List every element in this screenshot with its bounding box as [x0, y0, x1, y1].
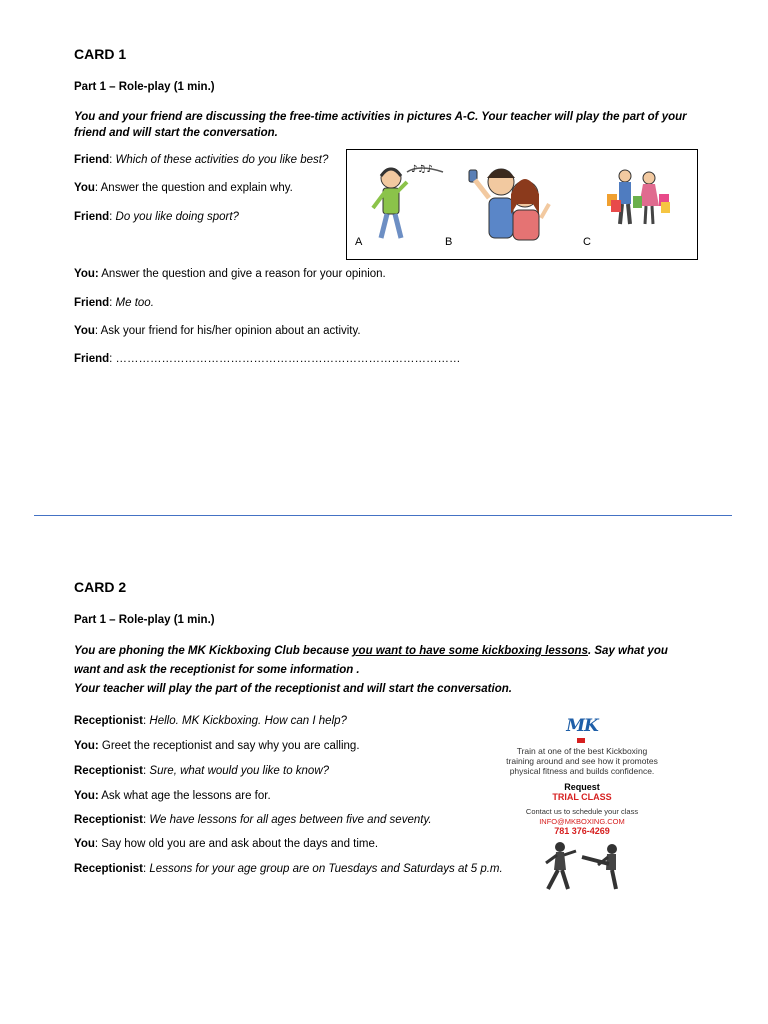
dialogue-line	[74, 325, 361, 337]
speaker-separator: :	[143, 715, 150, 727]
dialogue-text: Sure, what would you like to know?	[149, 765, 330, 777]
flyer-request: Request	[564, 782, 600, 792]
speaker-label: You:	[74, 790, 99, 802]
card1-part-heading: Part 1 – Role-play (1 min.)	[74, 81, 215, 93]
card2-instructions-start: You are phoning the MK Kickboxing Club because	[74, 645, 353, 657]
shopping-couple-icon	[603, 166, 673, 236]
dialogue-text: Answer the question and explain why.	[100, 182, 293, 194]
pictures-box	[346, 149, 698, 260]
dialogue-text: Do you like doing sport?	[115, 211, 239, 223]
kickboxing-flyer	[502, 716, 662, 896]
dialogue-text: Which of these activities do you like best?	[115, 154, 329, 166]
dialogue-text: Lessons for your age group are on Tuesdays and Saturdays at 5 p.m.	[149, 863, 503, 875]
dialogue-text: Me too.	[115, 297, 154, 309]
dialogue-text: Greet the receptionist and say why you are calling.	[101, 740, 360, 752]
mk-logo	[562, 716, 602, 742]
dialogue-line	[74, 154, 328, 166]
speaker-label: Receptionist	[74, 814, 144, 826]
speaker-label: You	[74, 182, 95, 194]
svg-text:♪♫♪: ♪♫♪	[411, 164, 433, 175]
dialogue-line	[74, 211, 239, 223]
speaker-label: Friend	[74, 211, 110, 223]
card2-part-heading: Part 1 – Role-play (1 min.)	[74, 614, 215, 626]
picture-c-label: C	[583, 236, 591, 248]
flyer-tagline: Train at one of the best Kickboxing training around and see how it promotes physical fitness and builds confidence.	[506, 746, 658, 776]
card2-instructions	[74, 642, 694, 699]
speaker-label: Receptionist	[74, 863, 144, 875]
speaker-separator: :	[143, 863, 150, 875]
kickboxers-icon	[532, 839, 632, 891]
speaker-label: Receptionist	[74, 765, 144, 777]
dialogue-line	[74, 765, 329, 777]
picture-b-label: B	[445, 236, 453, 248]
speaker-separator: :	[94, 325, 101, 337]
dialogue-line	[74, 715, 347, 727]
speaker-label: You:	[74, 740, 99, 752]
mk-logo-text: MK	[566, 716, 598, 736]
speaker-label: You	[74, 838, 95, 850]
person-listening-music-icon	[363, 158, 447, 244]
speaker-separator: :	[94, 182, 101, 194]
flyer-phone: 781 376-4269	[554, 826, 610, 836]
card2-instructions-underlined: you want to have some kickboxing lessons	[352, 645, 588, 657]
dialogue-line	[74, 863, 503, 875]
dialogue-text: Ask what age the lessons are for.	[101, 790, 271, 802]
speaker-separator: :	[94, 838, 102, 850]
speaker-label: You:	[74, 268, 99, 280]
speaker-label: Receptionist	[74, 715, 144, 727]
card1-title: CARD 1	[74, 46, 127, 62]
flyer-contact: Contact us to schedule your class	[525, 807, 639, 816]
dialogue-line	[74, 297, 154, 309]
speaker-label: You	[74, 325, 95, 337]
dialogue-text: Say how old you are and ask about the days and time.	[101, 838, 379, 850]
speaker-label: Friend	[74, 297, 110, 309]
card2-instructions-teacher: Your teacher will play the part of the receptionist and will start the conversation.	[74, 683, 512, 695]
card2-instructions-end: . Say what you want and ask the receptionist for some information .	[74, 645, 668, 676]
dialogue-line	[74, 838, 378, 850]
couple-selfie-icon	[465, 158, 555, 244]
dialogue-text: ………………………………………………………………………………	[115, 353, 461, 365]
flyer-trial-class: TRIAL CLASS	[552, 792, 612, 802]
speaker-separator: :	[109, 211, 116, 223]
picture-a-label: A	[355, 236, 363, 248]
speaker-separator: :	[143, 814, 150, 826]
dialogue-line	[74, 790, 271, 802]
dialogue-text: We have lessons for all ages between five and seventy.	[149, 814, 432, 826]
dialogue-line	[74, 182, 293, 194]
speaker-separator: :	[109, 353, 116, 365]
speaker-separator: :	[109, 297, 116, 309]
dialogue-text: Hello. MK Kickboxing. How can I help?	[149, 715, 347, 727]
dialogue-line	[74, 353, 461, 365]
dialogue-text: Answer the question and give a reason for your opinion.	[101, 268, 386, 280]
card-divider	[34, 515, 732, 516]
dialogue-line	[74, 740, 360, 752]
dialogue-line	[74, 814, 432, 826]
dialogue-text: Ask your friend for his/her opinion about an activity.	[100, 325, 361, 337]
dialogue-line	[74, 268, 386, 280]
speaker-separator: :	[143, 765, 150, 777]
flyer-email: INFO@MKBOXING.COM	[539, 817, 625, 826]
card2-title: CARD 2	[74, 579, 127, 595]
speaker-label: Friend	[74, 353, 110, 365]
speaker-label: Friend	[74, 154, 110, 166]
speaker-separator: :	[109, 154, 116, 166]
card1-instructions: You and your friend are discussing the free-time activities in pictures A-C. Your teacher will play the part of your friend and will start the conversation.	[74, 111, 687, 139]
